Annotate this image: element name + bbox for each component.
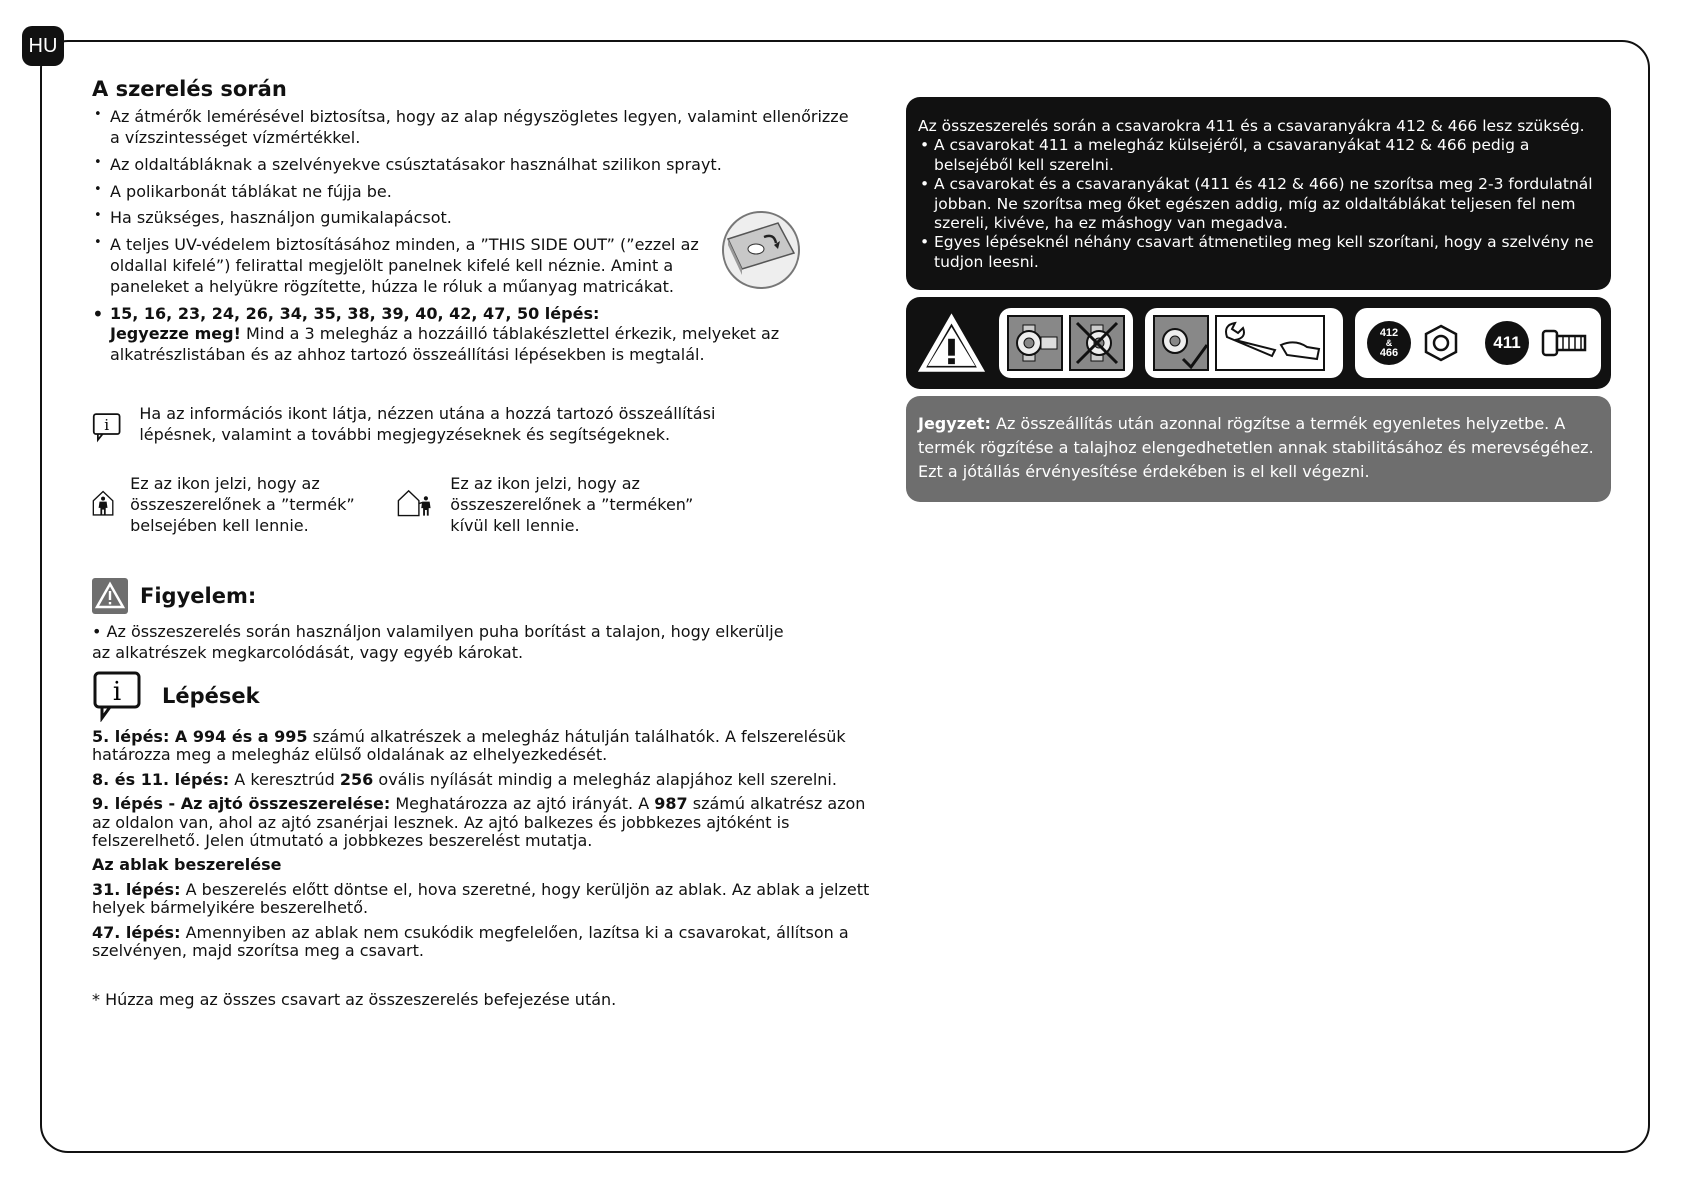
step-text: ovális nyílását mindig a melegház alapjához kell szerelni. <box>373 769 837 789</box>
note-text: Az összeállítás után azonnal rögzítse a termék egyenletes helyzetbe. A termék rögzítése a talajhoz elengedhetetlen annak stabilitásához és merevségéhez. <box>918 414 1594 457</box>
subheading: Az ablak beszerelése <box>92 855 282 875</box>
attention-heading <box>92 578 256 614</box>
person-icons-row <box>92 474 792 536</box>
list-item: • Ha szükséges, használjon gumikalapácsot. <box>92 208 852 229</box>
screws-info-box <box>906 97 1611 290</box>
person-outside-house-icon <box>397 474 434 532</box>
info-icon <box>92 670 142 722</box>
hardware-icon-strip <box>906 297 1611 389</box>
note-text: Mind a 3 melegház a hozzáilló táblakészlettel érkezik, melyeket az alkatrészlistában és az ahhoz tartozó összeállítási lépésekben is megtalál. <box>110 324 780 365</box>
wrench-hand-icon <box>1215 315 1325 371</box>
bullet-dot-icon: • <box>92 622 107 641</box>
bolt-icon <box>1539 323 1589 363</box>
list-item: • Az átmérők lemérésével biztosítsa, hogy az alap négyszögletes legyen, valamint ellenőrizze a vízszintességet vízmértékkel. <box>92 107 852 149</box>
step-31 <box>92 881 872 918</box>
nut-part-badge <box>1367 321 1411 365</box>
screws-intro: Az összeszerelés során a csavarokra 411 és a csavaranyákra 412 & 466 lesz szükség. <box>918 117 1585 135</box>
info-text: Ha az információs ikont látja, nézzen utána a hozzá tartozó összeállítási lépésnek, valamint a további megjegyzéseknek és segítségeknek. <box>139 404 716 444</box>
step-label: 5. lépés: A 994 és a 995 <box>92 727 308 746</box>
step-label: 8. és 11. lépés: <box>92 769 230 789</box>
attention-text <box>92 622 792 664</box>
panel-sticker-icon <box>720 209 802 291</box>
footnote: * Húzza meg az összes csavart az összeszerelés befejezése után. <box>92 990 617 1009</box>
note-paragraph <box>918 412 1599 460</box>
note-box <box>906 396 1611 502</box>
step-text: A beszerelés előtt döntse el, hova szeretné, hogy kerüljön az ablak. Az ablak a jelzett helyek bármelyikére beszerelhető. <box>92 879 870 918</box>
step-text: Meghatározza az ajtó irányát. A <box>390 794 655 814</box>
screws-bullets <box>918 136 1599 272</box>
language-badge: HU <box>22 26 64 66</box>
person-inside-house-icon <box>92 474 114 532</box>
list-item: • A polikarbonát táblákat ne fújja be. <box>92 182 852 203</box>
bolt-part-badge: 411 <box>1485 321 1529 365</box>
bolt-orientation-panel <box>999 308 1133 378</box>
step-text: A keresztrúd <box>229 769 340 789</box>
list-item: • A teljes UV-védelem biztosításához minden, a ”THIS SIDE OUT” (”ezzel az oldallal kifelé”) felirattal megjelölt panelnek kifelé kell néznie. Amint a paneleket a helyükre rögzítette, húzza le róluk a műanyag matricákat. <box>92 235 852 297</box>
attention-body: Az összeszerelés során használjon valamilyen puha borítást a talajon, hogy elkerülje az alkatrészek megkarcolódását, vagy egyéb károkat. <box>92 622 784 662</box>
badge-text: 466 <box>1379 346 1399 359</box>
steps-note <box>92 301 852 366</box>
outside-block <box>397 474 717 536</box>
steps-heading <box>92 670 260 722</box>
step-label: 47. lépés: <box>92 922 181 942</box>
nut-icon <box>1421 323 1461 363</box>
step-5 <box>92 728 872 765</box>
part-number: 987 <box>654 794 688 814</box>
attention-title: Figyelem: <box>140 584 257 608</box>
info-row <box>92 402 792 452</box>
note-text-2: Ezt a jótállás érvényesítése érdekében is el kell végezni. <box>918 462 1370 481</box>
window-title <box>92 856 872 874</box>
step-47 <box>92 924 872 961</box>
bolt-wrong-icon <box>1069 315 1125 371</box>
list-item: • A csavarokat 411 a melegház külsejéről, a csavaranyákat 412 & 466 pedig a belsejéből kell szerelni. <box>918 136 1599 175</box>
step-8-11 <box>92 771 872 789</box>
hardware-parts-panel <box>1355 308 1601 378</box>
step-label: 9. lépés - Az ajtó összeszerelése: <box>92 794 391 814</box>
assembly-title: A szerelés során <box>92 77 287 101</box>
part-number: 256 <box>339 769 374 789</box>
inside-block <box>92 474 397 536</box>
info-icon <box>92 402 121 452</box>
note-label: Jegyzet: <box>918 414 991 433</box>
bullet-dot-icon: • <box>92 301 104 326</box>
list-item: • A csavarokat és a csavaranyákat (411 és 412 & 466) ne szorítsa meg 2-3 fordulatnál jobban. Ne szorítsa meg őket egészen addig, míg az oldaltáblákat teljesen fel nem szereli, kivéve, ha ez máshogy van megadva. <box>918 175 1599 233</box>
svg-text:i: i <box>112 677 122 707</box>
note-paragraph <box>110 324 852 366</box>
note-label: Jegyezze meg! <box>110 324 241 344</box>
nut-check-icon <box>1153 315 1209 371</box>
badge-text: & <box>1385 337 1393 348</box>
steps-title: Lépések <box>162 684 260 708</box>
step-text: Amennyiben az ablak nem csukódik megfelelően, lazítsa ki a csavarokat, állítson a szelvényen, majd szorítsa meg a csavart. <box>92 922 849 960</box>
bolt-correct-icon <box>1007 315 1063 371</box>
list-item: • Az oldaltábláknak a szelvényekve csúsztatásakor használhat szilikon sprayt. <box>92 155 852 176</box>
badge-text: 412 <box>1379 326 1399 339</box>
step-9 <box>92 795 872 850</box>
step-label: 31. lépés: <box>92 879 181 899</box>
warning-triangle-icon <box>916 306 987 380</box>
steps-body <box>92 728 872 966</box>
svg-text:i: i <box>104 415 110 434</box>
warning-icon <box>92 578 128 614</box>
outside-text: Ez az ikon jelzi, hogy az összeszerelőnek a ”terméken” kívül kell lennie. <box>450 474 694 535</box>
step-text: számú alkatrész azon az oldalon van, ahol az ajtó zsanérjai lesznek. Az ajtó balkezes és jobbkezes ajtóként is felszerelhető. Jelen útmutató a jobbkezes beszerelést mutatja. <box>92 794 866 850</box>
step-text: számú alkatrészek a melegház hátulján találhatók. A felszerelésük határozza meg a melegház elülső oldalának az elhelyezkedését. <box>92 727 846 765</box>
list-item: • Egyes lépéseknél néhány csavart átmenetileg meg kell szorítani, hogy a szelvény ne tudjon leesni. <box>918 233 1599 272</box>
inside-text: Ez az ikon jelzi, hogy az összeszerelőnek a ”termék” belsejében kell lennie. <box>130 474 355 535</box>
tightening-panel <box>1145 308 1343 378</box>
steps-list: 15, 16, 23, 24, 26, 34, 35, 38, 39, 40, 42, 47, 50 lépés: <box>110 303 600 323</box>
